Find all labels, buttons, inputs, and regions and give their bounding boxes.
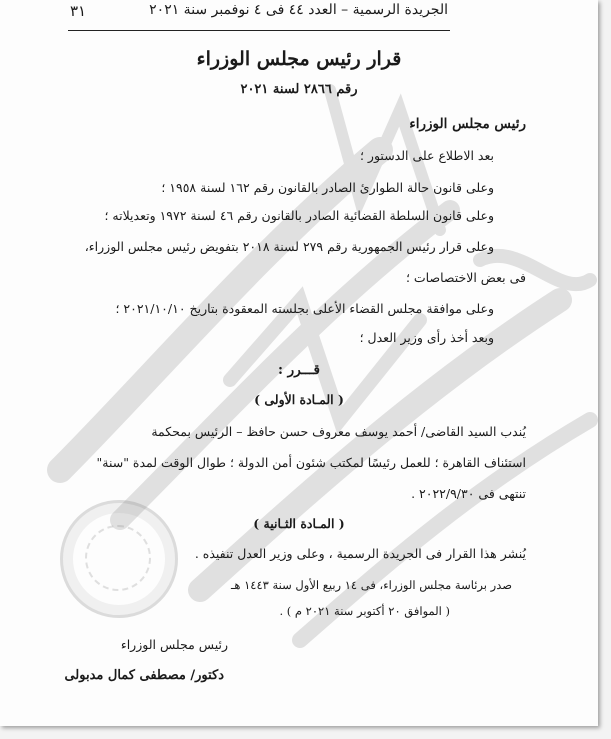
article-2-heading: ( المـادة الثـانية ) (253, 516, 345, 531)
decided-heading: قـــرر : (278, 362, 320, 378)
issued-line: صدر برئاسة مجلس الوزراء، فى ١٤ ربيع الأول سنة ١٤٤٣ هـ (231, 578, 512, 592)
page-number: ٣١ (70, 2, 87, 20)
signature-name: دكتور/ مصطفى كمال مدبولى (64, 668, 224, 683)
preamble-line: وعلى قرار رئيس الجمهورية رقم ٢٧٩ لسنة ٢٠١٨ بتفويض رئيس مجلس الوزراء، (84, 239, 494, 254)
header-divider (68, 30, 450, 31)
gazette-issue-line: الجريدة الرسمية – العدد ٤٤ فى ٤ نوفمبر سنة ٢٠٢١ (149, 2, 448, 18)
signature-title: رئيس مجلس الوزراء (120, 637, 228, 652)
article-1-line: تنتهى فى ٢٠٢٢/٩/٣٠ . (411, 486, 526, 501)
preamble-line: فى بعض الاختصاصات ؛ (405, 270, 526, 285)
article-1-heading: ( المـادة الأولى ) (254, 392, 344, 407)
article-2-line: يُنشر هذا القرار فى الجريدة الرسمية ، وعلى وزير العدل تنفيذه . (194, 546, 526, 561)
issued-date-line: ( الموافق ٢٠ أكتوبر سنة ٢٠٢١ م ) . (279, 604, 450, 618)
issuer-heading: رئيس مجلس الوزراء (409, 116, 526, 132)
preamble-line: وعلى قانون السلطة القضائية الصادر بالقانون رقم ٤٦ لسنة ١٩٧٢ وتعديلاته ؛ (104, 208, 494, 223)
article-1-line: استئناف القاهرة ؛ للعمل رئيسًا لمكتب شئون أمن الدولة ؛ طوال الوقت لمدة "سنة" (96, 455, 526, 470)
decree-title: قرار رئيس مجلس الوزراء (196, 48, 402, 70)
decree-number: رقم ٢٨٦٦ لسنة ٢٠٢١ (240, 82, 358, 97)
preamble-line: وعلى قانون حالة الطوارئ الصادر بالقانون رقم ١٦٢ لسنة ١٩٥٨ ؛ (161, 180, 494, 195)
preamble-line: بعد الاطلاع على الدستور ؛ (359, 148, 494, 163)
preamble-line: وعلى موافقة مجلس القضاء الأعلى بجلسته المعقودة بتاريخ ٢٠٢١/١٠/١٠ ؛ (115, 301, 494, 316)
preamble-line: وبعد أخذ رأى وزير العدل ؛ (359, 330, 494, 345)
article-1-line: يُندب السيد القاضى/ أحمد يوسف معروف حسن حافظ – الرئيس بمحكمة (151, 424, 526, 439)
